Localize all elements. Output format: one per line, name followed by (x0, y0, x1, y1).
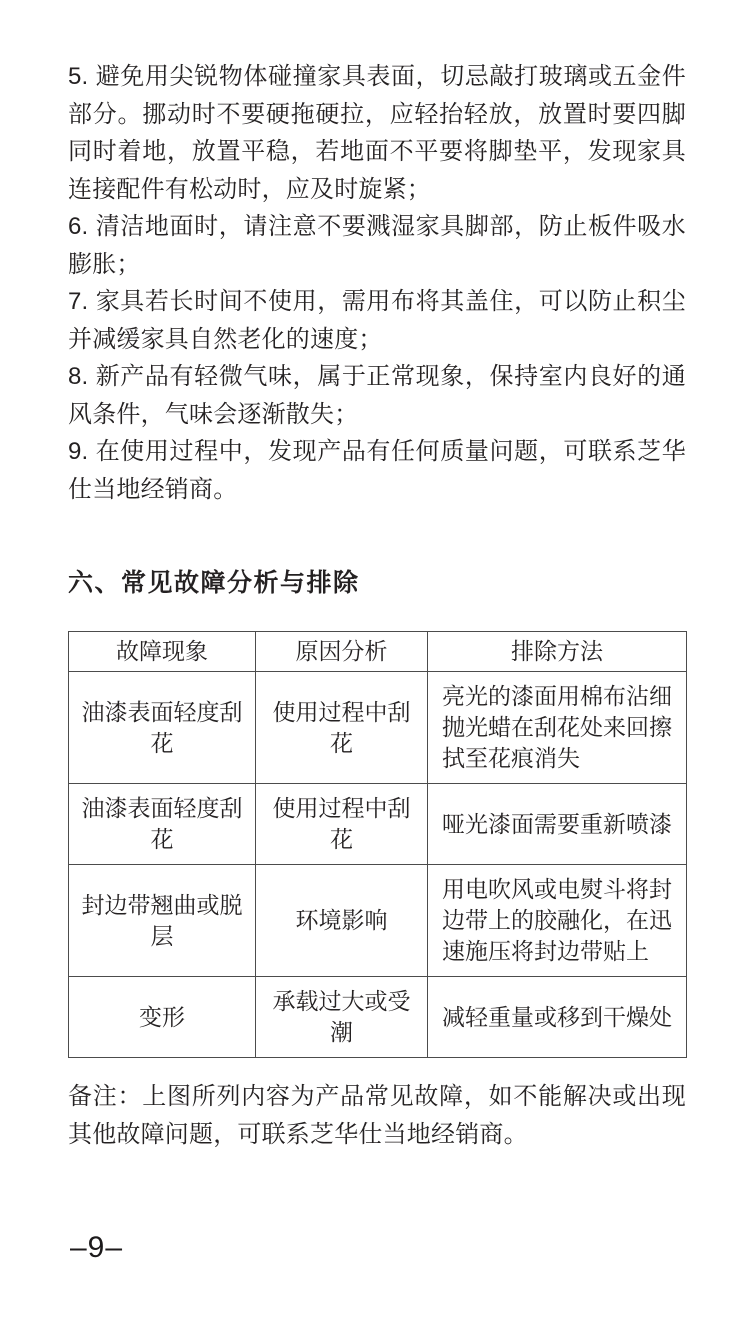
cell-cause: 使用过程中刮花 (256, 784, 428, 865)
cell-phenomenon: 变形 (69, 977, 256, 1058)
table-header-method: 排除方法 (428, 632, 687, 672)
care-paragraph-5: 5. 避免用尖锐物体碰撞家具表面，切忌敲打玻璃或五金件部分。挪动时不要硬拖硬拉，应轻抬轻放，放置时要四脚同时着地，放置平稳，若地面不平要将脚垫平，发现家具连接配件有松动时，应及时旋紧； (68, 63, 686, 203)
note-text: 备注：上图所列内容为产品常见故障，如不能解决或出现其他故障问题，可联系芝华仕当地经销商。 (68, 1083, 686, 1148)
cell-method: 哑光漆面需要重新喷漆 (428, 784, 687, 865)
cell-cause: 环境影响 (256, 865, 428, 977)
section-title: 六、常见故障分析与排除 (68, 569, 360, 597)
cell-method: 用电吹风或电熨斗将封边带上的胶融化，在迅速施压将封边带贴上 (428, 865, 687, 977)
fault-table (68, 631, 687, 1058)
cell-cause: 使用过程中刮花 (256, 672, 428, 784)
care-paragraph-9: 9. 在使用过程中，发现产品有任何质量问题，可联系芝华仕当地经销商。 (68, 438, 686, 503)
table-row (69, 865, 687, 977)
table-header-cause: 原因分析 (256, 632, 428, 672)
page-content (68, 58, 686, 1153)
care-paragraph-6: 6. 清洁地面时，请注意不要溅湿家具脚部，防止板件吸水膨胀； (68, 213, 686, 278)
page-number: –9– (70, 1231, 124, 1264)
cell-phenomenon: 封边带翘曲或脱层 (69, 865, 256, 977)
cell-cause: 承载过大或受潮 (256, 977, 428, 1058)
cell-phenomenon: 油漆表面轻度刮花 (69, 784, 256, 865)
care-paragraph-7: 7. 家具若长时间不使用，需用布将其盖住，可以防止积尘并减缓家具自然老化的速度； (68, 288, 686, 353)
care-paragraph-8: 8. 新产品有轻微气味，属于正常现象，保持室内良好的通风条件，气味会逐渐散失； (68, 363, 686, 428)
cell-method: 亮光的漆面用棉布沾细抛光蜡在刮花处来回擦拭至花痕消失 (428, 672, 687, 784)
cell-phenomenon: 油漆表面轻度刮花 (69, 672, 256, 784)
table-header-row (69, 632, 687, 672)
table-row (69, 977, 687, 1058)
cell-method: 减轻重量或移到干燥处 (428, 977, 687, 1058)
table-row (69, 784, 687, 865)
table-header-phenomenon: 故障现象 (69, 632, 256, 672)
table-row (69, 672, 687, 784)
